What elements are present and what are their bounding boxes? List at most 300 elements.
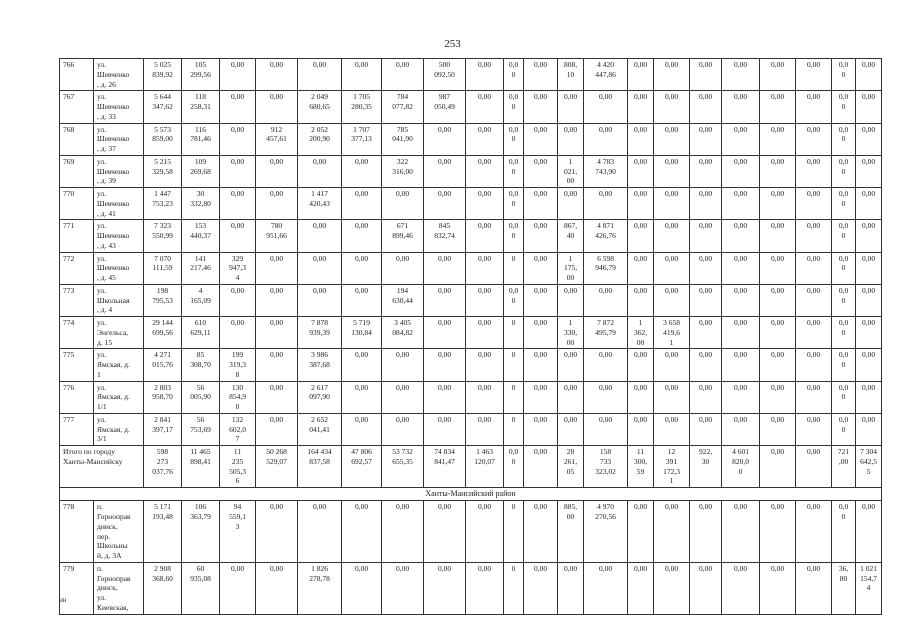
value-cell: 0,00 xyxy=(690,188,722,220)
value-cell: 0,00 xyxy=(424,562,466,614)
value-cell: 1 021, 00 xyxy=(558,155,584,187)
value-cell: 0,00 xyxy=(690,59,722,91)
value-cell: 0,0 0 xyxy=(832,91,856,123)
value-cell: 808, 10 xyxy=(558,59,584,91)
value-cell: 0,00 xyxy=(628,381,654,413)
value-cell: 0,00 xyxy=(424,123,466,155)
row-number: 772 xyxy=(60,252,94,284)
value-cell: 0,00 xyxy=(256,188,298,220)
value-cell: 2 652 041,41 xyxy=(298,413,342,445)
address-cell: п. Горноправ динск, пер. Школьны й, д. 3А xyxy=(94,501,144,563)
value-cell: 0,00 xyxy=(856,188,882,220)
value-cell: 0,00 xyxy=(424,413,466,445)
value-cell: 885, 00 xyxy=(558,501,584,563)
value-cell: 0,00 xyxy=(558,349,584,381)
value-cell: 0,00 xyxy=(424,317,466,349)
value-cell: 106 363,79 xyxy=(182,501,220,563)
value-cell: 0,00 xyxy=(760,59,796,91)
value-cell: 0,00 xyxy=(382,252,424,284)
value-cell: 0,0 0 xyxy=(832,59,856,91)
value-cell: 198 795,53 xyxy=(144,284,182,316)
total-value-cell: 12 391 172,3 1 xyxy=(654,446,690,488)
table-row xyxy=(60,317,882,349)
total-value-cell: 11 300, 59 xyxy=(628,446,654,488)
row-number: 776 xyxy=(60,381,94,413)
value-cell: 0,00 xyxy=(524,188,558,220)
value-cell: 0,00 xyxy=(796,381,832,413)
value-cell: 1 707 377,13 xyxy=(342,123,382,155)
table-row xyxy=(60,252,882,284)
value-cell: 0,00 xyxy=(856,284,882,316)
value-cell: 0,00 xyxy=(628,123,654,155)
value-cell: 0,00 xyxy=(628,413,654,445)
total-value-cell: 11 235 505,3 6 xyxy=(220,446,256,488)
value-cell: 0,00 xyxy=(760,349,796,381)
value-cell: 0,00 xyxy=(722,91,760,123)
value-cell: 0,00 xyxy=(466,317,504,349)
page-number: 253 xyxy=(444,38,461,50)
address-cell: ул. Шевченко , д. 39 xyxy=(94,155,144,187)
value-cell: 0,00 xyxy=(856,349,882,381)
value-cell: 0,00 xyxy=(654,91,690,123)
value-cell: 0,0 0 xyxy=(504,188,524,220)
value-cell: 0,00 xyxy=(760,413,796,445)
total-value-cell: 4 601 820,0 0 xyxy=(722,446,760,488)
value-cell: 0,00 xyxy=(220,59,256,91)
value-cell: 0,00 xyxy=(628,501,654,563)
value-cell: 0,00 xyxy=(796,562,832,614)
table-row xyxy=(60,188,882,220)
value-cell: 0,00 xyxy=(722,123,760,155)
value-cell: 0,00 xyxy=(856,59,882,91)
value-cell: 0,00 xyxy=(856,220,882,252)
total-value-cell: 164 434 837,58 xyxy=(298,446,342,488)
value-cell: 4 271 015,76 xyxy=(144,349,182,381)
value-cell: 0,00 xyxy=(654,220,690,252)
value-cell: 0,00 xyxy=(690,220,722,252)
value-cell: 0,00 xyxy=(628,562,654,614)
value-cell: 194 630,44 xyxy=(382,284,424,316)
value-cell: 0,00 xyxy=(584,123,628,155)
value-cell: 0,00 xyxy=(220,155,256,187)
value-cell: 30 332,80 xyxy=(182,188,220,220)
value-cell: 0,00 xyxy=(690,155,722,187)
value-cell: 56 005,90 xyxy=(182,381,220,413)
value-cell: 0,00 xyxy=(298,155,342,187)
value-cell: 0,0 0 xyxy=(504,155,524,187)
value-cell: 785 041,90 xyxy=(382,123,424,155)
value-cell: 0,00 xyxy=(466,220,504,252)
total-value-cell: 721 ,00 xyxy=(832,446,856,488)
value-cell: 0,00 xyxy=(654,252,690,284)
value-cell: 0,00 xyxy=(524,220,558,252)
value-cell: 0,00 xyxy=(524,284,558,316)
value-cell: 0,00 xyxy=(342,501,382,563)
value-cell: 0,00 xyxy=(690,317,722,349)
row-number: 766 xyxy=(60,59,94,91)
value-cell: 0,00 xyxy=(558,413,584,445)
value-cell: 0,00 xyxy=(584,284,628,316)
value-cell: 0,00 xyxy=(342,349,382,381)
value-cell: 0,00 xyxy=(628,59,654,91)
value-cell: 0,0 0 xyxy=(832,123,856,155)
value-cell: 0,00 xyxy=(524,91,558,123)
value-cell: 0,00 xyxy=(466,413,504,445)
district-heading: Ханты-Мансийский район xyxy=(60,488,882,501)
value-cell: 105 299,56 xyxy=(182,59,220,91)
value-cell: 0,00 xyxy=(558,381,584,413)
value-cell: 0,00 xyxy=(760,381,796,413)
value-cell: 0,00 xyxy=(722,501,760,563)
value-cell: 2 908 368,60 xyxy=(144,562,182,614)
value-cell: 5 171 193,48 xyxy=(144,501,182,563)
table-row xyxy=(60,381,882,413)
value-cell: 6 598 946,79 xyxy=(584,252,628,284)
value-cell: 0,00 xyxy=(760,501,796,563)
address-cell: ул. Ямская, д. 1/1 xyxy=(94,381,144,413)
value-cell: 0,00 xyxy=(256,413,298,445)
value-cell: 0,00 xyxy=(382,381,424,413)
value-cell: 0,00 xyxy=(220,317,256,349)
value-cell: 0,00 xyxy=(298,220,342,252)
value-cell: 0,00 xyxy=(524,252,558,284)
value-cell: 0,00 xyxy=(342,284,382,316)
value-cell: 5 644 347,62 xyxy=(144,91,182,123)
value-cell: 0,00 xyxy=(466,284,504,316)
value-cell: 56 753,69 xyxy=(182,413,220,445)
value-cell: 0,00 xyxy=(722,188,760,220)
value-cell: 0,00 xyxy=(220,284,256,316)
value-cell: 0,00 xyxy=(466,562,504,614)
value-cell: 0,00 xyxy=(424,349,466,381)
value-cell: 0,0 0 xyxy=(504,59,524,91)
value-cell: 0,0 0 xyxy=(832,501,856,563)
row-number: 775 xyxy=(60,349,94,381)
address-cell: ул. Ямская, д. 1 xyxy=(94,349,144,381)
value-cell: 0,00 xyxy=(628,252,654,284)
value-cell: 7 878 939,39 xyxy=(298,317,342,349)
value-cell: 0,0 0 xyxy=(504,284,524,316)
value-cell: 1 705 280,35 xyxy=(342,91,382,123)
address-cell: ул. Шевченко , д. 37 xyxy=(94,123,144,155)
value-cell: 4 871 426,76 xyxy=(584,220,628,252)
value-cell: 0,0 0 xyxy=(504,220,524,252)
value-cell: 0,00 xyxy=(690,349,722,381)
table-row xyxy=(60,59,882,91)
value-cell: 116 781,46 xyxy=(182,123,220,155)
value-cell: 0,00 xyxy=(220,220,256,252)
value-cell: 4 970 270,56 xyxy=(584,501,628,563)
value-cell: 1 417 420,43 xyxy=(298,188,342,220)
value-cell: 0,00 xyxy=(424,252,466,284)
address-cell: ул. Энгельса, д. 15 xyxy=(94,317,144,349)
value-cell: 0,00 xyxy=(466,501,504,563)
value-cell: 5 025 839,92 xyxy=(144,59,182,91)
value-cell: 0,00 xyxy=(382,188,424,220)
value-cell: 0,00 xyxy=(760,252,796,284)
value-cell: 0,00 xyxy=(466,252,504,284)
value-cell: 141 217,46 xyxy=(182,252,220,284)
value-cell: 3 986 387,68 xyxy=(298,349,342,381)
value-cell: 5 719 130,84 xyxy=(342,317,382,349)
value-cell: 0,00 xyxy=(342,252,382,284)
value-cell: 7 070 111,59 xyxy=(144,252,182,284)
value-cell: 0,0 0 xyxy=(832,317,856,349)
value-cell: 0,00 xyxy=(256,59,298,91)
value-cell: 0 xyxy=(504,413,524,445)
value-cell: 0,00 xyxy=(524,317,558,349)
value-cell: 0,00 xyxy=(382,59,424,91)
value-cell: 3 405 084,82 xyxy=(382,317,424,349)
value-cell: 0,00 xyxy=(796,155,832,187)
value-cell: 0,00 xyxy=(654,123,690,155)
table-row xyxy=(60,413,882,445)
table-row xyxy=(60,220,882,252)
total-value-cell: 0,00 xyxy=(796,446,832,488)
total-value-cell: 1 463 120,07 xyxy=(466,446,504,488)
value-cell: 0,0 0 xyxy=(832,252,856,284)
value-cell: 780 951,66 xyxy=(256,220,298,252)
value-cell: 0,00 xyxy=(298,284,342,316)
value-cell: 0,00 xyxy=(856,501,882,563)
table-row xyxy=(60,91,882,123)
value-cell: 130 854,9 0 xyxy=(220,381,256,413)
value-cell: 2 617 097,90 xyxy=(298,381,342,413)
value-cell: 0,00 xyxy=(690,501,722,563)
value-cell: 912 457,61 xyxy=(256,123,298,155)
table-row xyxy=(60,155,882,187)
value-cell: 4 783 743,90 xyxy=(584,155,628,187)
value-cell: 0,00 xyxy=(722,59,760,91)
value-cell: 0,00 xyxy=(524,123,558,155)
value-cell: 118 258,31 xyxy=(182,91,220,123)
value-cell: 0,00 xyxy=(722,562,760,614)
value-cell: 0,00 xyxy=(256,562,298,614)
value-cell: 0,00 xyxy=(722,317,760,349)
rows-city xyxy=(60,59,882,446)
footer-mark: нн xyxy=(59,596,67,604)
value-cell: 500 092,50 xyxy=(424,59,466,91)
value-cell: 0,00 xyxy=(342,59,382,91)
value-cell: 0,00 xyxy=(382,349,424,381)
row-number: 777 xyxy=(60,413,94,445)
value-cell: 0,00 xyxy=(342,562,382,614)
value-cell: 0 xyxy=(504,501,524,563)
value-cell: 0,00 xyxy=(722,220,760,252)
total-value-cell: 11 465 898,41 xyxy=(182,446,220,488)
value-cell: 0,00 xyxy=(760,155,796,187)
value-cell: 0,00 xyxy=(524,562,558,614)
value-cell: 0,00 xyxy=(856,123,882,155)
value-cell: 0,00 xyxy=(722,252,760,284)
total-block xyxy=(60,446,882,488)
value-cell: 0,00 xyxy=(796,252,832,284)
value-cell: 0,00 xyxy=(524,413,558,445)
value-cell: 0,00 xyxy=(654,562,690,614)
value-cell: 0,00 xyxy=(760,562,796,614)
value-cell: 0,0 0 xyxy=(832,284,856,316)
value-cell: 29 144 699,56 xyxy=(144,317,182,349)
value-cell: 2 049 680,65 xyxy=(298,91,342,123)
value-cell: 987 050,49 xyxy=(424,91,466,123)
value-cell: 322 316,00 xyxy=(382,155,424,187)
value-cell: 0,00 xyxy=(796,220,832,252)
value-cell: 0,0 0 xyxy=(832,381,856,413)
value-cell: 0,00 xyxy=(424,284,466,316)
total-label: Итого по городу Ханты-Мансийску xyxy=(60,446,144,488)
value-cell: 2 841 397,17 xyxy=(144,413,182,445)
value-cell: 0,0 0 xyxy=(832,413,856,445)
table-row xyxy=(60,501,882,563)
value-cell: 0,00 xyxy=(342,220,382,252)
value-cell: 1 330, 00 xyxy=(558,317,584,349)
value-cell: 1 826 278,78 xyxy=(298,562,342,614)
value-cell: 0,00 xyxy=(628,155,654,187)
value-cell: 0,00 xyxy=(298,252,342,284)
row-number: 771 xyxy=(60,220,94,252)
value-cell: 0,00 xyxy=(690,252,722,284)
value-cell: 0,00 xyxy=(256,381,298,413)
value-cell: 0 xyxy=(504,252,524,284)
address-cell: ул. Шевченко , д. 33 xyxy=(94,91,144,123)
value-cell: 0,00 xyxy=(628,220,654,252)
district-block xyxy=(60,488,882,501)
value-cell: 0,00 xyxy=(722,284,760,316)
value-cell: 0,00 xyxy=(558,123,584,155)
value-cell: 0,00 xyxy=(856,252,882,284)
value-cell: 0,00 xyxy=(524,501,558,563)
row-number: 770 xyxy=(60,188,94,220)
rows-district xyxy=(60,501,882,614)
value-cell: 0,00 xyxy=(856,317,882,349)
value-cell: 85 308,70 xyxy=(182,349,220,381)
value-cell: 1 362, 00 xyxy=(628,317,654,349)
value-cell: 0,00 xyxy=(654,59,690,91)
value-cell: 0,00 xyxy=(654,501,690,563)
row-number: 769 xyxy=(60,155,94,187)
total-value-cell: 50 268 529,07 xyxy=(256,446,298,488)
value-cell: 0,00 xyxy=(466,91,504,123)
value-cell: 109 269,68 xyxy=(182,155,220,187)
row-number: 767 xyxy=(60,91,94,123)
value-cell: 2 803 958,70 xyxy=(144,381,182,413)
value-cell: 0,00 xyxy=(856,381,882,413)
address-cell: ул. Шевченко , д. 45 xyxy=(94,252,144,284)
value-cell: 1 021 154,7 4 xyxy=(856,562,882,614)
address-cell: п. Горноправ динск, ул. Киевская, xyxy=(94,562,144,614)
value-cell: 4 420 447,86 xyxy=(584,59,628,91)
value-cell: 0,00 xyxy=(690,284,722,316)
table-row xyxy=(60,562,882,614)
value-cell: 0,00 xyxy=(760,188,796,220)
value-cell: 0,0 0 xyxy=(832,349,856,381)
value-cell: 0,00 xyxy=(796,188,832,220)
value-cell: 60 935,08 xyxy=(182,562,220,614)
total-value-cell: 74 834 841,47 xyxy=(424,446,466,488)
value-cell: 0,00 xyxy=(584,188,628,220)
value-cell: 0,00 xyxy=(466,155,504,187)
value-cell: 0,00 xyxy=(628,91,654,123)
total-value-cell: 0,00 xyxy=(524,446,558,488)
value-cell: 0,00 xyxy=(466,188,504,220)
value-cell: 0,00 xyxy=(220,188,256,220)
value-cell: 0,00 xyxy=(654,284,690,316)
value-cell: 0,00 xyxy=(760,284,796,316)
value-cell: 0,00 xyxy=(558,188,584,220)
value-cell: 0,00 xyxy=(220,91,256,123)
value-cell: 132 602,0 7 xyxy=(220,413,256,445)
value-cell: 0,00 xyxy=(796,91,832,123)
value-cell: 867, 40 xyxy=(558,220,584,252)
value-cell: 0,00 xyxy=(856,91,882,123)
value-cell: 0,00 xyxy=(256,317,298,349)
row-number: 774 xyxy=(60,317,94,349)
value-cell: 199 319,3 8 xyxy=(220,349,256,381)
total-value-cell: 7 304 642,5 5 xyxy=(856,446,882,488)
value-cell: 0,0 0 xyxy=(504,123,524,155)
address-cell: ул. Шевченко , д. 26 xyxy=(94,59,144,91)
value-cell: 0,00 xyxy=(722,349,760,381)
value-cell: 671 899,46 xyxy=(382,220,424,252)
address-cell: ул. Шевченко , д. 43 xyxy=(94,220,144,252)
value-cell: 0,0 0 xyxy=(832,188,856,220)
total-value-cell: 0,0 0 xyxy=(504,446,524,488)
value-cell: 7 872 495,79 xyxy=(584,317,628,349)
value-cell: 0,00 xyxy=(584,381,628,413)
value-cell: 0,00 xyxy=(424,501,466,563)
value-cell: 0,00 xyxy=(690,562,722,614)
value-cell: 0,00 xyxy=(558,562,584,614)
value-cell: 0,00 xyxy=(382,501,424,563)
table-row xyxy=(60,123,882,155)
value-cell: 784 077,82 xyxy=(382,91,424,123)
value-cell: 0,00 xyxy=(466,59,504,91)
value-cell: 0,00 xyxy=(654,188,690,220)
value-cell: 0,00 xyxy=(690,381,722,413)
value-cell: 0,00 xyxy=(382,413,424,445)
value-cell: 0,00 xyxy=(256,252,298,284)
value-cell: 0,00 xyxy=(796,413,832,445)
value-cell: 845 832,74 xyxy=(424,220,466,252)
value-cell: 0,00 xyxy=(796,501,832,563)
value-cell: 0,00 xyxy=(796,59,832,91)
value-cell: 0,00 xyxy=(424,188,466,220)
value-cell: 0,00 xyxy=(342,413,382,445)
value-cell: 1 447 753,23 xyxy=(144,188,182,220)
total-value-cell: 158 733 323,02 xyxy=(584,446,628,488)
value-cell: 0,00 xyxy=(256,155,298,187)
total-value-cell: 47 806 692,57 xyxy=(342,446,382,488)
district-heading-row xyxy=(60,488,882,501)
value-cell: 0,00 xyxy=(584,562,628,614)
address-cell: ул. Ямская, д. 3/1 xyxy=(94,413,144,445)
row-number: 778 xyxy=(60,501,94,563)
value-cell: 0,00 xyxy=(220,123,256,155)
value-cell: 0,00 xyxy=(524,59,558,91)
value-cell: 0,00 xyxy=(722,413,760,445)
value-cell: 0,00 xyxy=(654,413,690,445)
total-value-cell: 922, 30 xyxy=(690,446,722,488)
value-cell: 0,00 xyxy=(424,381,466,413)
row-number: 779 xyxy=(60,562,94,614)
value-cell: 0,00 xyxy=(796,123,832,155)
value-cell: 94 559,1 3 xyxy=(220,501,256,563)
value-cell: 0 xyxy=(504,381,524,413)
value-cell: 0,00 xyxy=(628,284,654,316)
value-cell: 0,00 xyxy=(760,123,796,155)
value-cell: 3 658 419,6 1 xyxy=(654,317,690,349)
value-cell: 0,00 xyxy=(256,349,298,381)
